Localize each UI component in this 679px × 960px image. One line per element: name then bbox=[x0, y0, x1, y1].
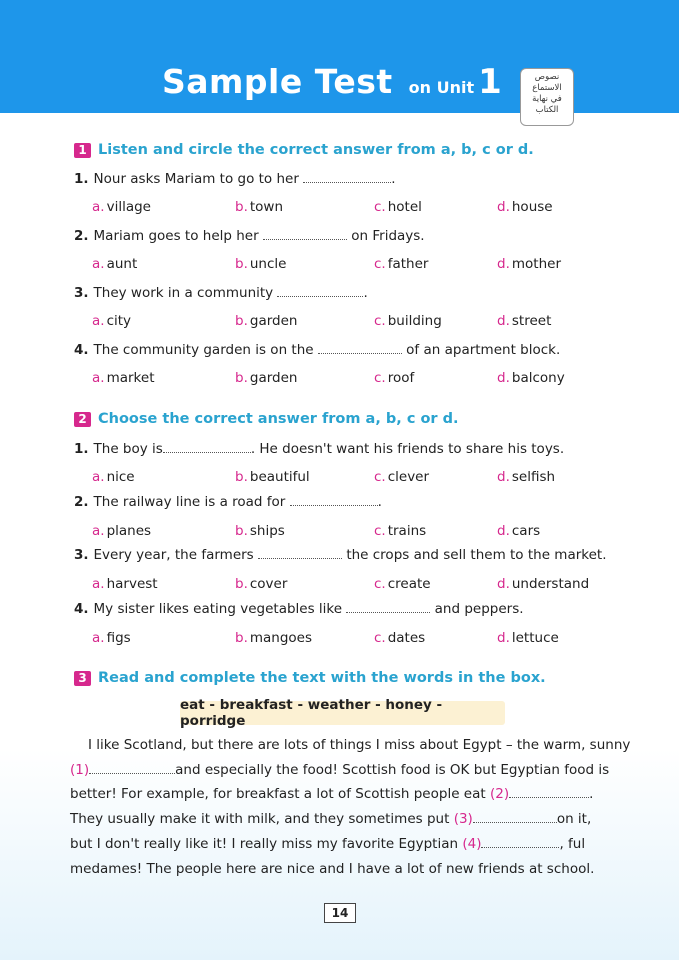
question-text: Every year, the farmers bbox=[93, 547, 254, 563]
option-letter: b. bbox=[235, 313, 248, 329]
answer-blank[interactable] bbox=[163, 441, 251, 453]
question-text-after: . bbox=[377, 494, 382, 510]
option-letter: b. bbox=[235, 576, 248, 592]
option-letter: a. bbox=[92, 313, 105, 329]
option-text: street bbox=[511, 313, 552, 329]
option-text: village bbox=[106, 199, 151, 215]
option-b[interactable] bbox=[235, 523, 285, 539]
option-letter: a. bbox=[92, 256, 105, 272]
passage-line-2 bbox=[70, 762, 609, 778]
option-a[interactable] bbox=[92, 469, 135, 485]
question-number: 1. bbox=[74, 171, 89, 187]
option-c[interactable] bbox=[374, 313, 442, 329]
question-1-1 bbox=[74, 171, 396, 187]
passage-text: . bbox=[589, 786, 594, 802]
option-letter: d. bbox=[497, 630, 510, 646]
answer-blank[interactable] bbox=[481, 836, 559, 848]
option-letter: d. bbox=[497, 256, 510, 272]
question-1-2 bbox=[74, 228, 425, 244]
option-text: trains bbox=[387, 523, 427, 539]
blank-number: (1) bbox=[70, 762, 90, 778]
passage-text: on it, bbox=[556, 811, 592, 827]
title-on-unit: on Unit bbox=[408, 78, 475, 97]
question-2-1 bbox=[74, 441, 564, 457]
option-letter: d. bbox=[497, 370, 510, 386]
passage-text: but I don't really like it! I really miss my favorite Egyptian bbox=[70, 836, 459, 852]
option-letter: d. bbox=[497, 313, 510, 329]
option-d[interactable] bbox=[497, 370, 565, 386]
option-letter: b. bbox=[235, 469, 248, 485]
option-text: market bbox=[106, 370, 155, 386]
passage-line-6 bbox=[70, 861, 594, 877]
option-letter: a. bbox=[92, 576, 105, 592]
question-text-after: . bbox=[391, 171, 396, 187]
option-c[interactable] bbox=[374, 469, 429, 485]
option-a[interactable] bbox=[92, 523, 151, 539]
option-text: mangoes bbox=[249, 630, 313, 646]
answer-blank[interactable] bbox=[509, 786, 589, 798]
option-text: building bbox=[387, 313, 442, 329]
option-c[interactable] bbox=[374, 256, 428, 272]
question-number: 2. bbox=[74, 494, 89, 510]
passage-text: I like Scotland, but there are lots of things I miss about Egypt – the warm, sunny bbox=[88, 737, 631, 753]
question-text-after: . bbox=[363, 285, 368, 301]
option-d[interactable] bbox=[497, 256, 561, 272]
question-text: Mariam goes to help her bbox=[93, 228, 259, 244]
passage-line-3 bbox=[70, 786, 593, 802]
section-3-heading bbox=[74, 670, 546, 686]
option-text: harvest bbox=[106, 576, 158, 592]
section-2-heading bbox=[74, 411, 459, 427]
section-1-heading bbox=[74, 142, 534, 158]
option-letter: d. bbox=[497, 523, 510, 539]
blank-number: (3) bbox=[453, 811, 473, 827]
question-2-2 bbox=[74, 494, 382, 510]
option-c[interactable] bbox=[374, 576, 431, 592]
answer-blank[interactable] bbox=[318, 342, 402, 354]
option-text: house bbox=[511, 199, 553, 215]
title-text: Sample Test bbox=[162, 62, 393, 101]
answer-blank[interactable] bbox=[277, 285, 363, 297]
option-d[interactable] bbox=[497, 313, 551, 329]
option-letter: d. bbox=[497, 469, 510, 485]
option-b[interactable] bbox=[235, 630, 312, 646]
option-d[interactable] bbox=[497, 469, 555, 485]
question-number: 3. bbox=[74, 285, 89, 301]
option-letter: a. bbox=[92, 370, 105, 386]
option-text: balcony bbox=[511, 370, 565, 386]
option-text: garden bbox=[249, 313, 298, 329]
question-text-after: on Fridays. bbox=[351, 228, 425, 244]
option-text: father bbox=[387, 256, 429, 272]
option-d[interactable] bbox=[497, 630, 559, 646]
option-letter: a. bbox=[92, 199, 105, 215]
option-letter: d. bbox=[497, 576, 510, 592]
answer-blank[interactable] bbox=[263, 228, 347, 240]
option-text: cover bbox=[249, 576, 288, 592]
option-a[interactable] bbox=[92, 630, 131, 646]
option-c[interactable] bbox=[374, 523, 426, 539]
option-d[interactable] bbox=[497, 523, 540, 539]
option-letter: a. bbox=[92, 469, 105, 485]
passage-line-1 bbox=[88, 737, 630, 753]
passage-text: better! For example, for breakfast a lot of Scottish people eat bbox=[70, 786, 486, 802]
option-text: lettuce bbox=[511, 630, 559, 646]
option-text: uncle bbox=[249, 256, 287, 272]
page-number: 14 bbox=[324, 903, 356, 923]
question-2-4 bbox=[74, 601, 524, 617]
option-letter: c. bbox=[374, 523, 386, 539]
listening-scripts-stamp bbox=[520, 68, 574, 126]
option-b[interactable] bbox=[235, 199, 283, 215]
option-letter: a. bbox=[92, 630, 105, 646]
option-letter: b. bbox=[235, 370, 248, 386]
option-text: garden bbox=[249, 370, 298, 386]
section-heading-text: Listen and circle the correct answer from a, b, c or d. bbox=[98, 142, 534, 158]
option-text: beautiful bbox=[249, 469, 310, 485]
option-a[interactable] bbox=[92, 576, 158, 592]
question-text: My sister likes eating vegetables like bbox=[93, 601, 343, 617]
option-b[interactable] bbox=[235, 576, 287, 592]
word-box: eat - breakfast - weather - honey - porridge bbox=[180, 701, 505, 725]
question-text: The boy is bbox=[93, 441, 163, 457]
passage-text: They usually make it with milk, and they sometimes put bbox=[70, 811, 450, 827]
answer-blank[interactable] bbox=[89, 762, 175, 774]
option-letter: c. bbox=[374, 469, 386, 485]
page-title bbox=[162, 62, 502, 106]
blank-number: (2) bbox=[489, 786, 510, 802]
option-text: planes bbox=[106, 523, 152, 539]
stamp-line: في نهاية bbox=[532, 94, 562, 104]
option-text: dates bbox=[387, 630, 426, 646]
option-a[interactable] bbox=[92, 199, 151, 215]
option-letter: a. bbox=[92, 523, 105, 539]
option-letter: c. bbox=[374, 370, 386, 386]
option-d[interactable] bbox=[497, 199, 553, 215]
option-text: nice bbox=[106, 469, 135, 485]
question-number: 1. bbox=[74, 441, 89, 457]
option-text: aunt bbox=[106, 256, 138, 272]
option-c[interactable] bbox=[374, 199, 422, 215]
option-text: create bbox=[387, 576, 431, 592]
question-text: They work in a community bbox=[93, 285, 274, 301]
option-text: understand bbox=[511, 576, 590, 592]
blank-number: (4) bbox=[462, 836, 482, 852]
answer-blank[interactable] bbox=[290, 494, 378, 506]
option-a[interactable] bbox=[92, 256, 137, 272]
question-text-after: and peppers. bbox=[434, 601, 524, 617]
option-text: roof bbox=[387, 370, 415, 386]
option-letter: c. bbox=[374, 256, 386, 272]
option-letter: c. bbox=[374, 199, 386, 215]
title-unit-number: 1 bbox=[478, 62, 502, 102]
option-c[interactable] bbox=[374, 370, 414, 386]
option-a[interactable] bbox=[92, 370, 155, 386]
option-text: ships bbox=[249, 523, 285, 539]
passage-text: medames! The people here are nice and I have a lot of new friends at school. bbox=[70, 861, 595, 877]
option-b[interactable] bbox=[235, 469, 310, 485]
option-a[interactable] bbox=[92, 313, 131, 329]
option-text: selfish bbox=[511, 469, 556, 485]
stamp-line: الكتاب bbox=[535, 105, 559, 115]
question-2-3 bbox=[74, 547, 607, 563]
question-number: 4. bbox=[74, 601, 89, 617]
option-letter: b. bbox=[235, 630, 248, 646]
question-1-3 bbox=[74, 285, 368, 301]
passage-line-5 bbox=[70, 836, 585, 852]
option-letter: c. bbox=[374, 313, 386, 329]
question-number: 4. bbox=[74, 342, 89, 358]
option-d[interactable] bbox=[497, 576, 589, 592]
passage-text: and especially the food! Scottish food is OK but Egyptian food is bbox=[175, 762, 610, 778]
option-letter: b. bbox=[235, 256, 248, 272]
section-heading-text: Read and complete the text with the words in the box. bbox=[98, 670, 546, 686]
question-text: Nour asks Mariam to go to her bbox=[93, 171, 299, 187]
section-number-badge: 3 bbox=[74, 671, 91, 686]
option-text: cars bbox=[511, 523, 541, 539]
question-text: The railway line is a road for bbox=[93, 494, 286, 510]
passage-text: , ful bbox=[559, 836, 586, 852]
option-b[interactable] bbox=[235, 256, 286, 272]
question-text-after: the crops and sell them to the market. bbox=[346, 547, 607, 563]
option-letter: c. bbox=[374, 630, 386, 646]
answer-blank[interactable] bbox=[258, 547, 342, 559]
option-text: clever bbox=[387, 469, 430, 485]
question-number: 3. bbox=[74, 547, 89, 563]
answer-blank[interactable] bbox=[346, 601, 430, 613]
option-letter: d. bbox=[497, 199, 510, 215]
option-b[interactable] bbox=[235, 313, 297, 329]
option-c[interactable] bbox=[374, 630, 425, 646]
option-letter: b. bbox=[235, 523, 248, 539]
option-letter: c. bbox=[374, 576, 386, 592]
question-text: The community garden is on the bbox=[93, 342, 314, 358]
option-text: town bbox=[249, 199, 284, 215]
option-text: mother bbox=[511, 256, 561, 272]
option-text: figs bbox=[106, 630, 131, 646]
option-text: hotel bbox=[387, 199, 422, 215]
option-letter: b. bbox=[235, 199, 248, 215]
section-heading-text: Choose the correct answer from a, b, c or d. bbox=[98, 411, 459, 427]
question-number: 2. bbox=[74, 228, 89, 244]
question-1-4 bbox=[74, 342, 560, 358]
option-b[interactable] bbox=[235, 370, 297, 386]
stamp-line: الاستماع bbox=[532, 83, 562, 93]
answer-blank[interactable] bbox=[473, 811, 557, 823]
question-text-after: . He doesn't want his friends to share his toys. bbox=[250, 441, 565, 457]
option-text: city bbox=[106, 313, 132, 329]
section-number-badge: 2 bbox=[74, 412, 91, 427]
section-number-badge: 1 bbox=[74, 143, 91, 158]
answer-blank[interactable] bbox=[303, 171, 391, 183]
stamp-line: نصوص bbox=[534, 72, 560, 82]
passage-line-4 bbox=[70, 811, 591, 827]
question-text-after: of an apartment block. bbox=[406, 342, 561, 358]
